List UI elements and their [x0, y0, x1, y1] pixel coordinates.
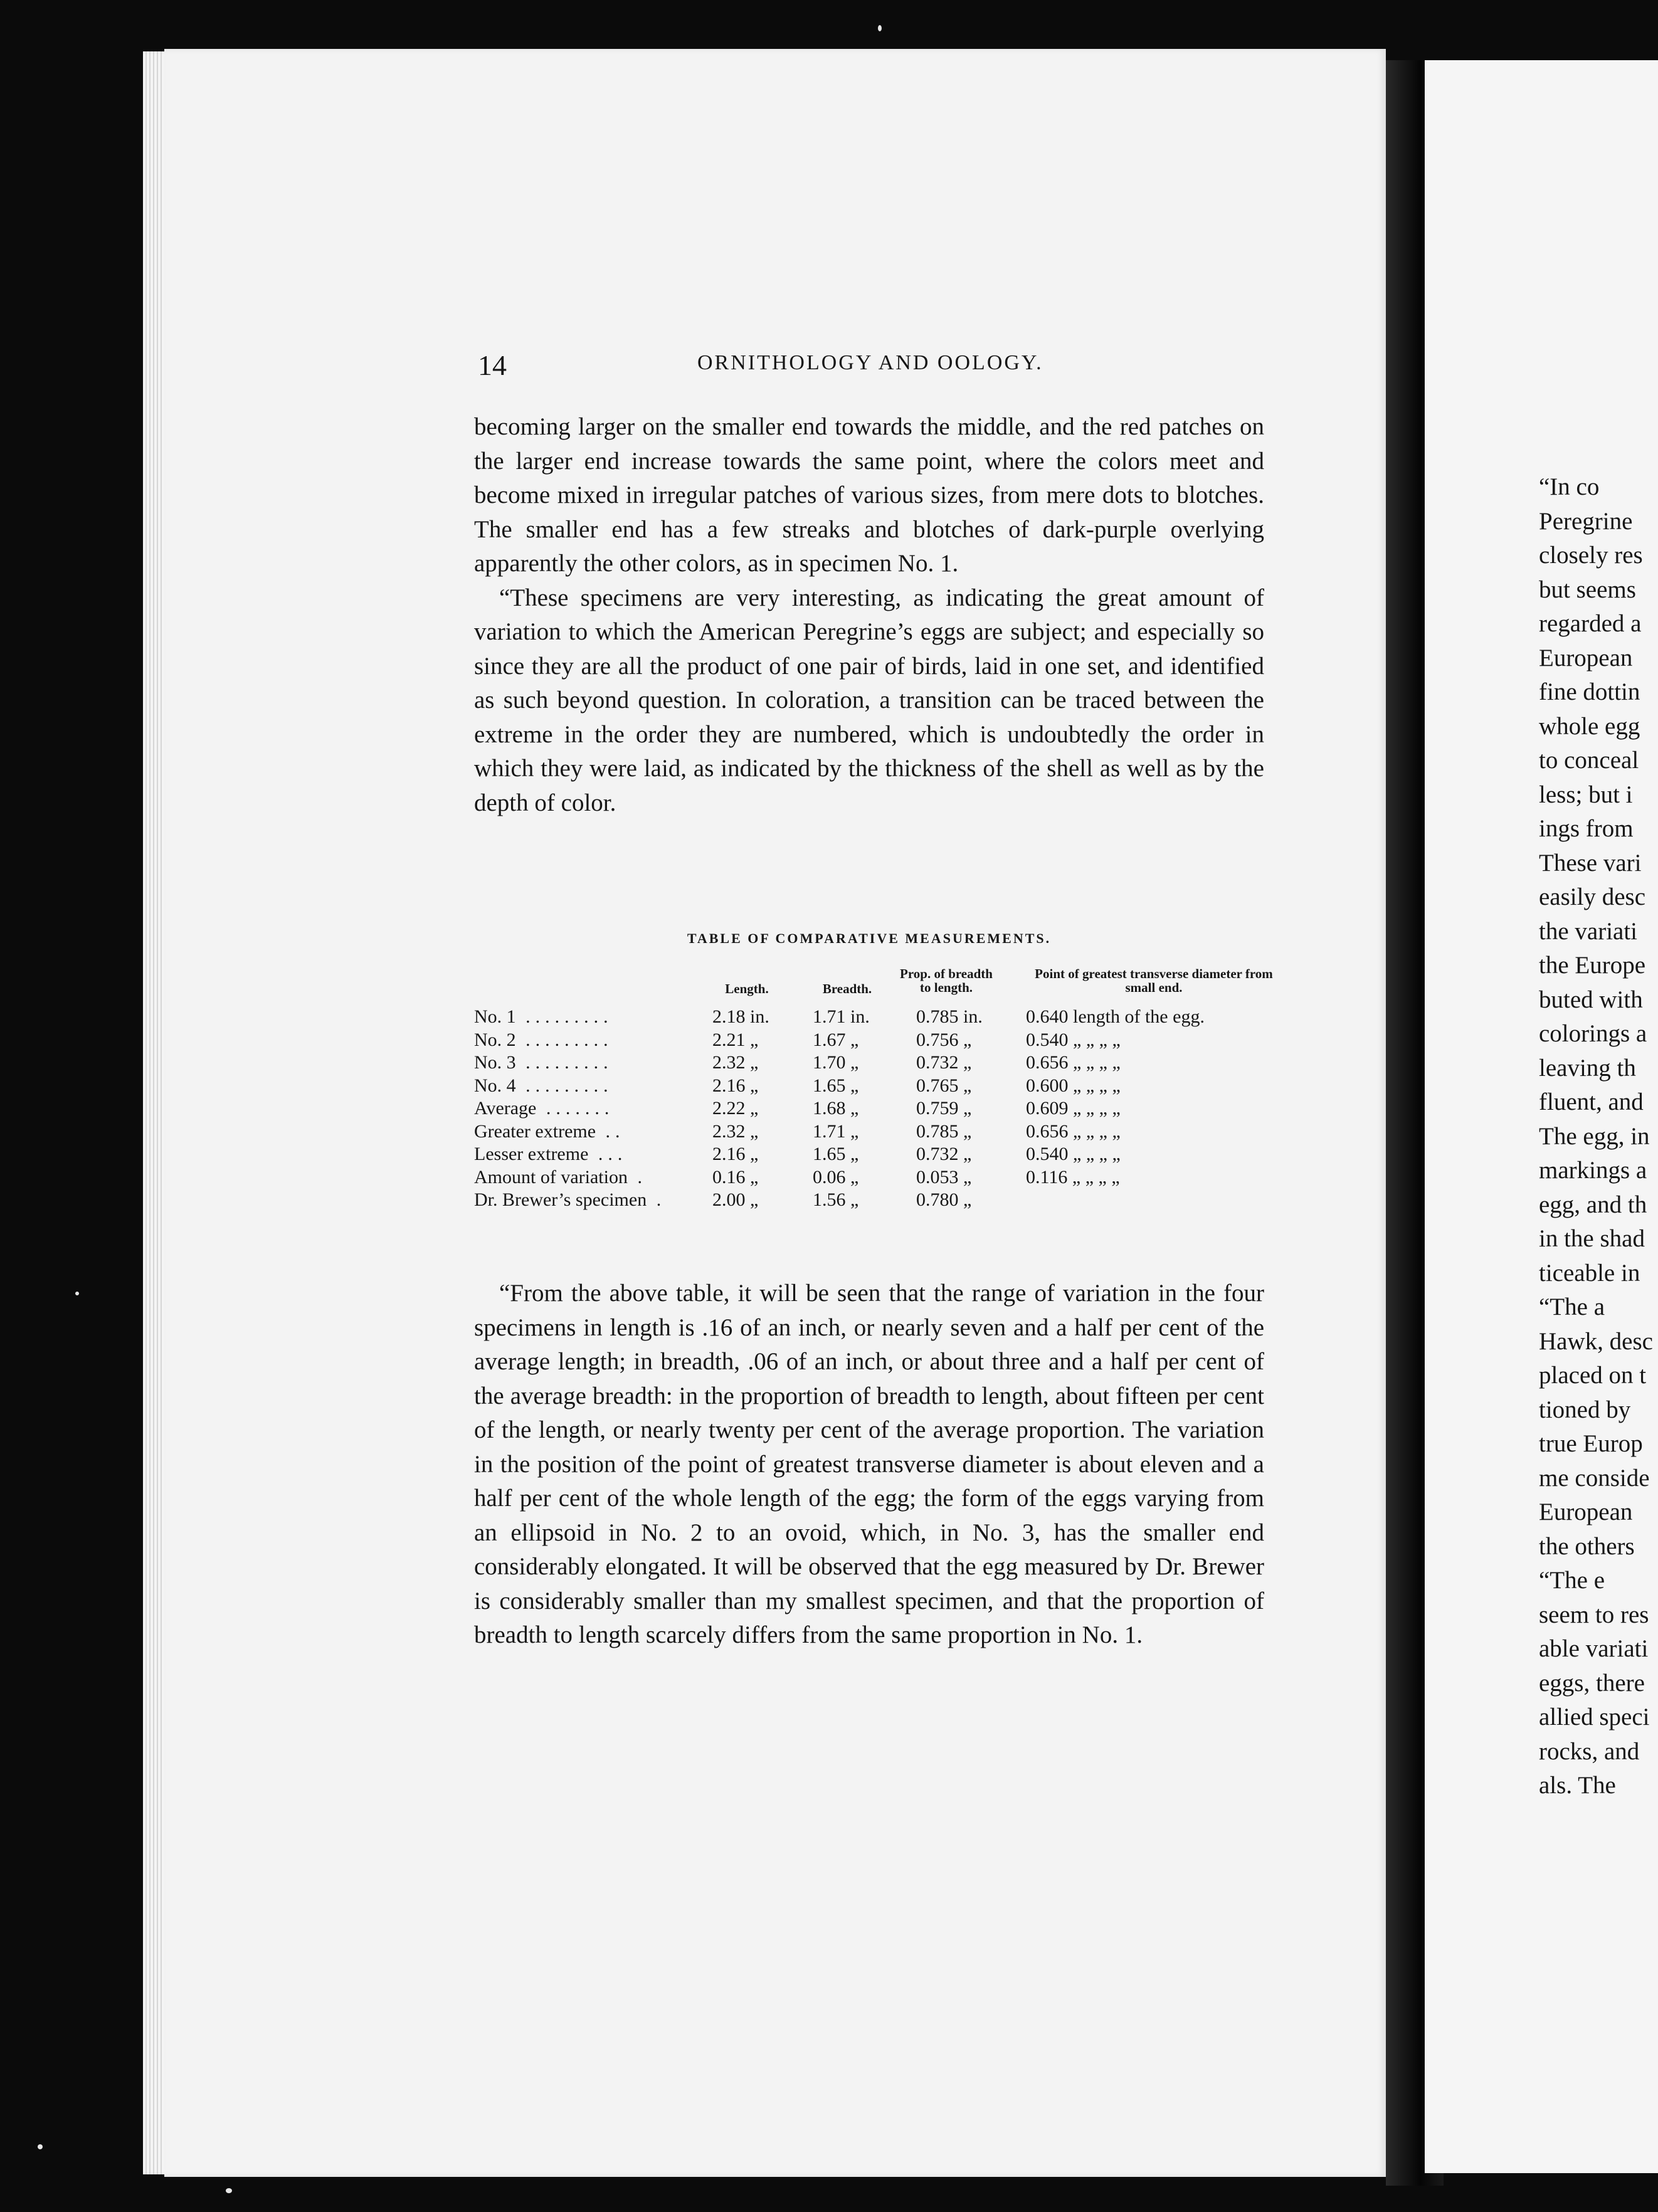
breadth-cell [813, 1029, 916, 1052]
breadth-cell [813, 1143, 916, 1166]
right-page-line: The egg, in [1539, 1122, 1650, 1150]
row-label-text: No. 3 [474, 1052, 516, 1073]
table-row [474, 1006, 1264, 1029]
proportion-cell [916, 1120, 1026, 1144]
proportion-cell [916, 1097, 1026, 1120]
breadth-cell [813, 1075, 916, 1098]
proportion-cell-text: 0.785 in. [916, 1006, 983, 1028]
row-label-text: No. 4 [474, 1075, 516, 1096]
proportion-cell [916, 1166, 1026, 1189]
leader-dots: .. [596, 1120, 625, 1142]
length-cell [712, 1097, 813, 1120]
right-page-line: easily desc [1539, 883, 1646, 910]
right-page-line: colorings a [1539, 1020, 1647, 1047]
right-page-line: ticeable in [1539, 1259, 1640, 1287]
point-cell-text: 0.600 „ „ „ „ [1026, 1075, 1121, 1096]
breadth-cell-text: 1.68 „ [813, 1098, 859, 1119]
row-label [474, 1006, 712, 1029]
leader-dots: ......... [515, 1052, 613, 1073]
proportion-cell-text: 0.053 „ [916, 1166, 972, 1188]
right-page-line: whole egg [1539, 712, 1640, 740]
leader-dots: ......... [515, 1006, 613, 1028]
paragraph: becoming larger on the smaller end towards the middle, and the red patches on the larger end increase towards the same point, where the colors meet and become mixed in irregular patches of various sizes, from mere dots to blotches. The smaller end has a few streaks and blotches of dark-purple overlying apparently the other colors, as in specimen No. 1. [474, 413, 1264, 577]
breadth-cell [813, 1051, 916, 1075]
right-page-text [1539, 470, 1658, 1803]
right-page-line: me conside [1539, 1464, 1650, 1492]
row-label [474, 1143, 712, 1166]
right-page-line: “The e [1539, 1567, 1605, 1594]
right-page-line: rocks, and [1539, 1737, 1640, 1765]
point-cell-text: 0.656 „ „ „ „ [1026, 1052, 1121, 1073]
breadth-cell-text: 1.65 „ [813, 1144, 859, 1165]
column-header-proportion: Prop. of breadth to length. [900, 966, 993, 995]
right-page-line: in the shad [1539, 1225, 1645, 1252]
length-cell-text: 2.00 „ [712, 1189, 759, 1211]
right-page-line: buted with [1539, 986, 1643, 1013]
row-label [474, 1189, 712, 1212]
right-page-line: Hawk, desc [1539, 1327, 1653, 1355]
right-page-line: the Europe [1539, 952, 1646, 979]
body-text-top [474, 410, 1264, 820]
right-page-line: als. The [1539, 1772, 1616, 1799]
right-page-line: less; but i [1539, 781, 1633, 808]
length-cell [712, 1143, 813, 1166]
point-cell [1026, 1166, 1264, 1189]
leader-dots: ... [588, 1144, 628, 1165]
point-cell [1026, 1143, 1264, 1166]
row-label [474, 1051, 712, 1075]
breadth-cell [813, 1189, 916, 1212]
table-row [474, 1166, 1264, 1189]
point-cell [1026, 1029, 1264, 1052]
breadth-cell-text: 1.71 in. [813, 1006, 870, 1028]
breadth-cell-text: 1.65 „ [813, 1075, 859, 1096]
right-page-line: “In co [1539, 473, 1600, 500]
table-row [474, 1143, 1264, 1166]
proportion-cell-text: 0.732 „ [916, 1052, 972, 1073]
right-page-line: the variati [1539, 917, 1638, 945]
right-page-line: tioned by [1539, 1396, 1631, 1423]
length-cell [712, 1051, 813, 1075]
row-label-text: Lesser extreme [474, 1144, 589, 1165]
point-cell [1026, 1006, 1264, 1029]
scan-speck [226, 2188, 232, 2193]
table-row [474, 1097, 1264, 1120]
point-cell [1026, 1097, 1264, 1120]
length-cell-text: 2.22 „ [712, 1098, 759, 1119]
length-cell [712, 1029, 813, 1052]
column-header-length: Length. [725, 981, 769, 996]
right-page-line: European [1539, 644, 1633, 672]
proportion-cell-text: 0.765 „ [916, 1075, 972, 1096]
right-page-line: placed on t [1539, 1362, 1647, 1389]
running-head: ORNITHOLOGY AND OOLOGY. [697, 351, 1043, 374]
right-page-line: leaving th [1539, 1054, 1636, 1082]
proportion-cell-text: 0.759 „ [916, 1098, 972, 1119]
point-cell [1026, 1120, 1264, 1144]
row-label-text: No. 2 [474, 1029, 516, 1050]
point-cell [1026, 1075, 1264, 1098]
length-cell [712, 1120, 813, 1144]
length-cell-text: 2.32 „ [712, 1052, 759, 1073]
row-label-text: No. 1 [474, 1006, 516, 1028]
leader-dots: . [627, 1166, 647, 1188]
table-row [474, 1029, 1264, 1052]
leader-dots: ....... [536, 1098, 615, 1119]
right-page-line: fluent, and [1539, 1088, 1644, 1115]
point-cell-text: 0.540 „ „ „ „ [1026, 1144, 1121, 1165]
proportion-cell [916, 1143, 1026, 1166]
breadth-cell [813, 1120, 916, 1144]
leader-dots: . [647, 1189, 667, 1211]
right-page-line: allied speci [1539, 1704, 1650, 1730]
proportion-cell [916, 1051, 1026, 1075]
length-cell-text: 2.32 „ [712, 1120, 759, 1142]
right-page-line: ings from [1539, 815, 1634, 842]
page-number: 14 [478, 349, 507, 381]
right-page-line: Peregrine [1539, 507, 1633, 535]
right-page-line: but seems [1539, 576, 1636, 603]
breadth-cell [813, 1166, 916, 1189]
breadth-cell-text: 0.06 „ [813, 1166, 859, 1188]
right-page-line: European [1539, 1498, 1633, 1525]
scan-speck [38, 2144, 43, 2149]
point-cell-text: 0.609 „ „ „ „ [1026, 1098, 1121, 1119]
length-cell [712, 1189, 813, 1212]
right-page-line: These vari [1539, 849, 1642, 877]
row-label-text: Dr. Brewer’s specimen [474, 1189, 647, 1211]
row-label [474, 1120, 712, 1144]
breadth-cell-text: 1.71 „ [813, 1120, 859, 1142]
table-row [474, 1120, 1264, 1144]
length-cell-text: 2.18 in. [712, 1006, 769, 1028]
length-cell [712, 1075, 813, 1098]
proportion-cell [916, 1029, 1026, 1052]
row-label [474, 1097, 712, 1120]
point-cell [1026, 1051, 1264, 1075]
row-label-text: Greater extreme [474, 1120, 596, 1142]
column-header-point: Point of greatest transverse diameter from small end. [1035, 966, 1273, 995]
breadth-cell [813, 1006, 916, 1029]
proportion-cell [916, 1189, 1026, 1212]
row-label-text: Average [474, 1098, 537, 1119]
point-cell-text: 0.116 „ „ „ „ [1026, 1166, 1120, 1188]
measurements-table [474, 1006, 1264, 1212]
right-page-line: fine dottin [1539, 678, 1640, 705]
proportion-cell-text: 0.756 „ [916, 1029, 972, 1050]
row-label [474, 1166, 712, 1189]
proportion-cell [916, 1075, 1026, 1098]
breadth-cell-text: 1.67 „ [813, 1029, 859, 1050]
table-row [474, 1075, 1264, 1098]
right-page-line: able variati [1539, 1635, 1649, 1662]
length-cell-text: 2.16 „ [712, 1144, 759, 1165]
length-cell [712, 1006, 813, 1029]
length-cell-text: 2.21 „ [712, 1029, 759, 1050]
paragraph: “These specimens are very interesting, as indicating the great amount of variation to which the American Peregrine’s eggs are subject; and especially so since they are all the product of one pair of birds, laid in one set, and identified as such beyond question. In coloration, a transition can be traced between the extreme in the order they are numbered, which is undoubtedly the order in which they were laid, as indicated by the thickness of the shell as well as by the depth of color. [474, 584, 1264, 816]
right-page-line: eggs, there [1539, 1669, 1645, 1697]
table-title: TABLE OF COMPARATIVE MEASUREMENTS. [687, 930, 1052, 946]
breadth-cell-text: 1.70 „ [813, 1052, 859, 1073]
length-cell-text: 0.16 „ [712, 1166, 759, 1188]
row-label-text: Amount of variation [474, 1166, 628, 1188]
right-page-line: markings a [1539, 1157, 1647, 1184]
row-label [474, 1075, 712, 1098]
point-cell-text: 0.640 length of the egg. [1026, 1006, 1205, 1028]
right-page-line: regarded a [1539, 610, 1642, 637]
point-cell-text: 0.540 „ „ „ „ [1026, 1029, 1121, 1050]
leader-dots: ......... [515, 1029, 613, 1050]
proportion-cell [916, 1006, 1026, 1029]
point-cell-text: 0.656 „ „ „ „ [1026, 1120, 1121, 1142]
row-label [474, 1029, 712, 1052]
proportion-cell-text: 0.780 „ [916, 1189, 972, 1211]
breadth-cell-text: 1.56 „ [813, 1189, 859, 1211]
scan-speck [75, 1292, 79, 1295]
right-page-line: seem to res [1539, 1601, 1649, 1628]
proportion-cell-text: 0.732 „ [916, 1144, 972, 1165]
length-cell [712, 1166, 813, 1189]
proportion-cell-text: 0.785 „ [916, 1120, 972, 1142]
paragraph: “From the above table, it will be seen that the range of variation in the four specimens in length is .16 of an inch, or nearly seven and a half per cent of the average length; in breadth, .06 of an inch, or about three and a half per cent of the average breadth: in the proportion of breadth to length, about fifteen per cent of the length, or nearly twenty per cent of the average proportion. The variation in the position of the point of greatest transverse diameter is about eleven and a half per cent of the whole length of the egg; the form of the eggs varying from an ellipsoid in No. 2 to an ovoid, which, in No. 3, has the smaller end considerably elongated. It will be observed that the egg measured by Dr. Brewer is considerably smaller than my smallest specimen, and that the proportion of breadth to length scarcely differs from the same proportion in No. 1. [474, 1280, 1264, 1648]
body-text-bottom [474, 1277, 1264, 1653]
right-page-line: “The a [1539, 1293, 1605, 1320]
table-row [474, 1051, 1264, 1075]
breadth-cell [813, 1097, 916, 1120]
right-page [1425, 60, 1658, 2173]
right-page-line: egg, and th [1539, 1191, 1647, 1218]
right-page-line: to conceal [1539, 747, 1639, 774]
table-row [474, 1189, 1264, 1212]
scan-speck [878, 25, 882, 31]
leader-dots: ......... [515, 1075, 613, 1096]
point-cell [1026, 1189, 1264, 1212]
length-cell-text: 2.16 „ [712, 1075, 759, 1096]
column-header-breadth: Breadth. [822, 981, 872, 996]
right-page-line: closely res [1539, 542, 1643, 569]
right-page-line: the others [1539, 1532, 1635, 1560]
right-page-line: true Europ [1539, 1430, 1643, 1457]
